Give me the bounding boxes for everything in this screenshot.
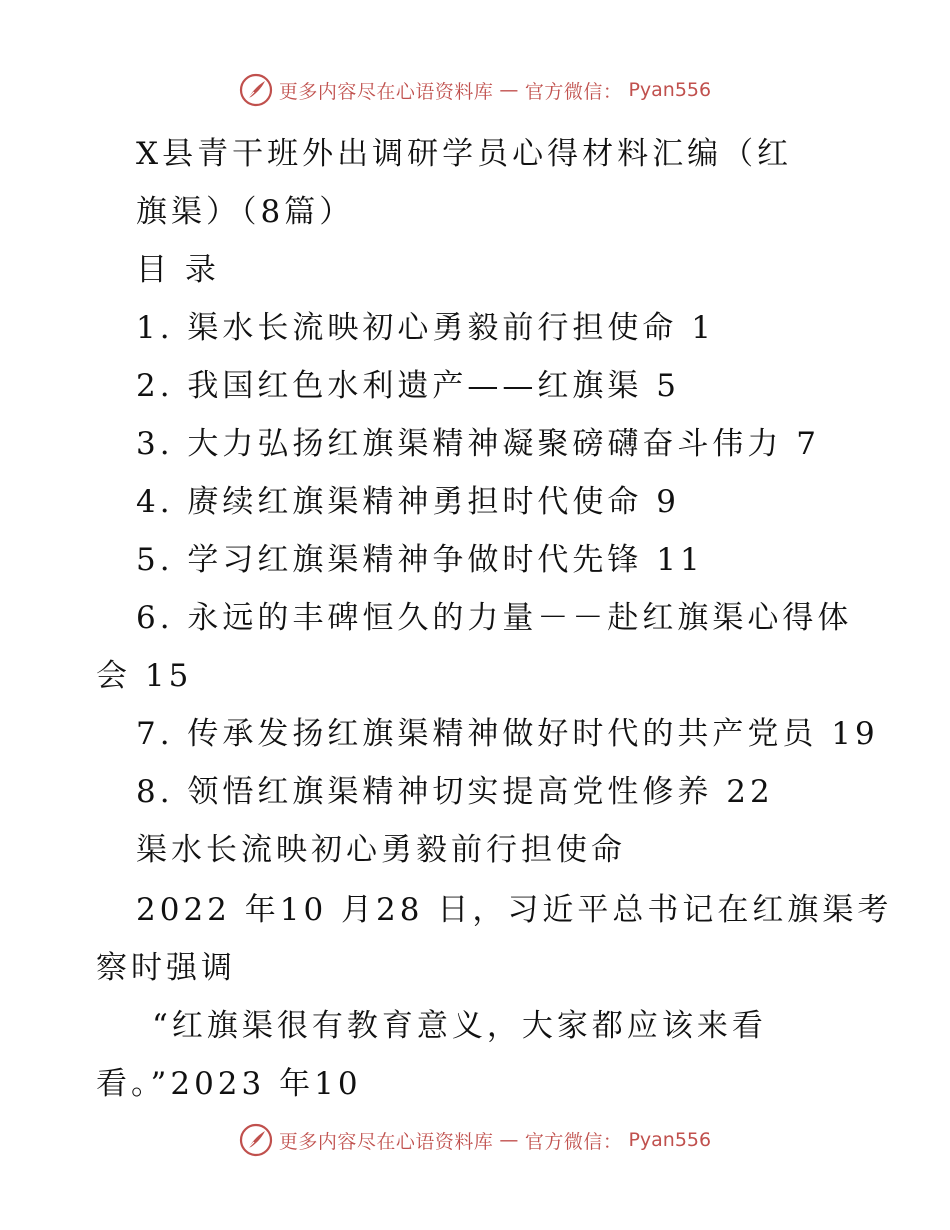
footer-watermark — [0, 1122, 950, 1158]
toc-item: 8. 领悟红旗渠精神切实提高党性修养 22 — [136, 774, 774, 810]
toc-item: 3. 大力弘扬红旗渠精神凝聚磅礴奋斗伟力 7 — [136, 426, 821, 462]
toc-item: 6. 永远的丰碑恒久的力量－－赴红旗渠心得体 — [136, 600, 853, 636]
watermark-separator: — — [499, 1129, 519, 1151]
body-paragraph-line: 2022 年10 月28 日，习近平总书记在红旗渠考 — [136, 892, 893, 928]
feather-pen-icon — [239, 1123, 273, 1157]
toc-item: 7. 传承发扬红旗渠精神做好时代的共产党员 19 — [136, 716, 879, 752]
body-paragraph-line: 察时强调 — [96, 950, 236, 986]
document-title-line-1: X县青干班外出调研学员心得材料汇编（红 — [136, 136, 793, 172]
watermark-text: 更多内容尽在心语资料库 — [278, 80, 494, 103]
watermark-wechat-label: 官方微信： — [524, 1130, 623, 1153]
header-watermark — [0, 72, 950, 108]
toc-item: 4. 赓续红旗渠精神勇担时代使命 9 — [136, 484, 681, 520]
document-title-line-2: 旗渠）（8篇） — [136, 194, 355, 230]
feather-pen-icon — [239, 73, 273, 107]
watermark-wechat-id: Pyan556 — [628, 79, 712, 101]
watermark-separator: — — [499, 79, 519, 101]
toc-item-continuation: 会 15 — [96, 658, 193, 694]
toc-item: 2. 我国红色水利遗产——红旗渠 5 — [136, 368, 681, 404]
toc-heading: 目 录 — [136, 252, 220, 288]
toc-item: 1. 渠水长流映初心勇毅前行担使命 1 — [136, 310, 716, 346]
watermark-wechat-id: Pyan556 — [628, 1129, 712, 1151]
watermark-wechat-label: 官方微信： — [524, 80, 623, 103]
section-title: 渠水长流映初心勇毅前行担使命 — [136, 832, 626, 868]
toc-item: 5. 学习红旗渠精神争做时代先锋 11 — [136, 542, 704, 578]
body-quote-line: 看。”2023 年10 — [96, 1066, 362, 1102]
body-quote-line: “红旗渠很有教育意义，大家都应该来看 — [152, 1008, 767, 1044]
watermark-text: 更多内容尽在心语资料库 — [278, 1130, 494, 1153]
